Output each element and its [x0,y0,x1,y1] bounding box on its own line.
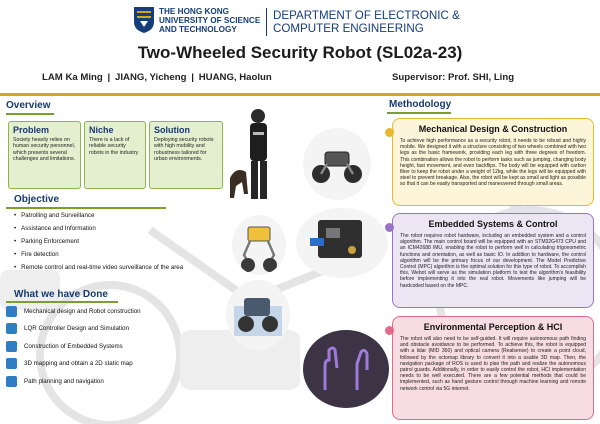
objective-item: • Remote control and real-time video surveillance of the area [14,264,183,271]
objective-item: • Assistance and Information [14,225,96,232]
overview-box-title: Niche [89,125,114,135]
embedded-systems-box [392,213,594,308]
environmental-perception-box [392,316,594,420]
robot-prototype-image [303,128,371,200]
gear-icon [385,128,394,137]
mechanical-design-box [392,118,594,206]
objective-underline [6,207,166,209]
supervisor: Supervisor: Prof. SHI, Ling [392,72,515,83]
done-heading: What we have Done [14,289,108,300]
robot-prototype-photo [303,128,371,200]
overview-box-text: Deploying security robots with high mobility and robustness tailored for urban environments. [154,137,214,162]
overview-box-text: Society heavily relies on human security personnel, which presents several challenges and limitations. [13,137,76,162]
university-line: UNIVERSITY OF SCIENCE [159,16,261,25]
overview-solution-box [149,121,223,189]
header-divider [266,8,267,36]
done-item-label: Construction of Embedded Systems [24,343,123,350]
chip-icon [385,223,394,232]
overview-box-text: There is a lack of reliable security robots in the industry [89,137,139,156]
department-name [273,9,460,35]
overview-box-title: Problem [13,125,50,135]
overview-box-title: Solution [154,125,190,135]
done-item-label: 3D mapping and obtain a 2D static map [24,360,133,367]
department-line: COMPUTER ENGINEERING [273,22,424,35]
robot-render-image [232,215,286,275]
objective-heading: Objective [14,194,60,205]
university-line: AND TECHNOLOGY [159,25,237,34]
authors: LAM Ka Ming | JIANG, Yicheng | HUANG, Haolun [42,72,272,83]
method-box-text: To achieve high performance as a security robot, it needs to be robust and highly mobile. We designed it with a structure consisting of two wheels combined with two legs as the basic framework, providing each leg with three degrees of freedom. This combination allows the robot to perform tasks such as jumping, changing body height, fast movement, and even backflips. The body will be equipped with carbon fiber to keep the robot under a weight of 12kg, while the legs will be equipped with steel to prevent breakage. Also, the robot will be kept as small and light as possible so that it can be easily transported and maneuvered through small areas. [400,138,586,188]
overview-underline [6,113,54,115]
overview-niche-box [84,121,146,189]
hkust-logo [133,6,261,36]
security-guard-with-dog-photo [220,106,290,206]
done-underline [6,301,118,303]
method-box-text: The robot will also need to be self-guided. It will require autonomous path finding and obstacle avoidance to be performed. To achieve this, the robot is equipped with a lidar (MID 360) and optical camera (Realsense) to create a point cloud, followed by the octomap library to convert it into a usable 3D map. Then, the navigation package of ROS is used to plan the path and realize the autonomous patrol guards. Additionally, in order to easily control the robot, HCI implementation needs to be well executed. There are a few potential methods that could be implemented, such as hand gesture control through machine learning and remote network control via 5G internet. [400,336,586,392]
hkust-crest-icon [133,6,155,34]
university-name [159,7,260,34]
overview-heading: Overview [6,100,51,111]
university-line: THE HONG KONG [159,7,230,16]
radar-icon [385,326,394,335]
robot-render-photo [232,215,286,275]
done-item-label: LQR Controller Design and Simulation [24,325,129,332]
methodology-heading: Methodology [389,99,452,110]
department-line: DEPARTMENT OF ELECTRONIC & [273,9,460,22]
method-box-title: Mechanical Design & Construction [418,124,568,134]
poster-title: Two-Wheeled Security Robot (SL02a-23) [137,43,463,62]
method-box-title: Environmental Perception & HCI [423,322,563,332]
embedded-board-photo [296,208,388,278]
method-box-title: Embedded Systems & Control [428,219,558,229]
overview-problem-box [8,121,81,189]
objective-item: • Fire detection [14,251,59,258]
checklist-icon [6,323,17,334]
checklist-icon [6,358,17,369]
hand-gesture-photo [303,330,389,408]
done-item-label: Mechanical design and Robot construction [24,308,141,315]
objective-item: • Parking Enforcement [14,238,79,245]
embedded-board-image [296,208,388,278]
header-rule [0,93,600,96]
hand-gesture-image [303,330,389,408]
simulation-render-photo [226,280,290,350]
checklist-icon [6,341,17,352]
objective-item: • Patrolling and Surveillance [14,212,94,219]
checklist-icon [6,306,17,317]
methodology-underline [387,112,451,114]
checklist-icon [6,376,17,387]
done-item-label: Path planning and navigation [24,378,104,385]
simulation-render-image [226,280,290,350]
method-box-text: The robot requires robot hardware, including an embedded system and a control algorithm. The main control board will be equipped with an STM32G473 CPU and an ICM42688 IMU, enabling the robot to perform well in calculating trigonometric functions and orientation, as well as basic IO. In addition to hardware, the control algorithm will be the primary focus of our development. The Model Predictive Control (MPC) algorithm is the optimal solution for this type of robot. To accomplish this, Webot will serve as the simulation platform to test the algorithm's feasibility before implementing it into the real robot. Movements like jumping will be hardcoded based on the MPC. [400,233,586,289]
